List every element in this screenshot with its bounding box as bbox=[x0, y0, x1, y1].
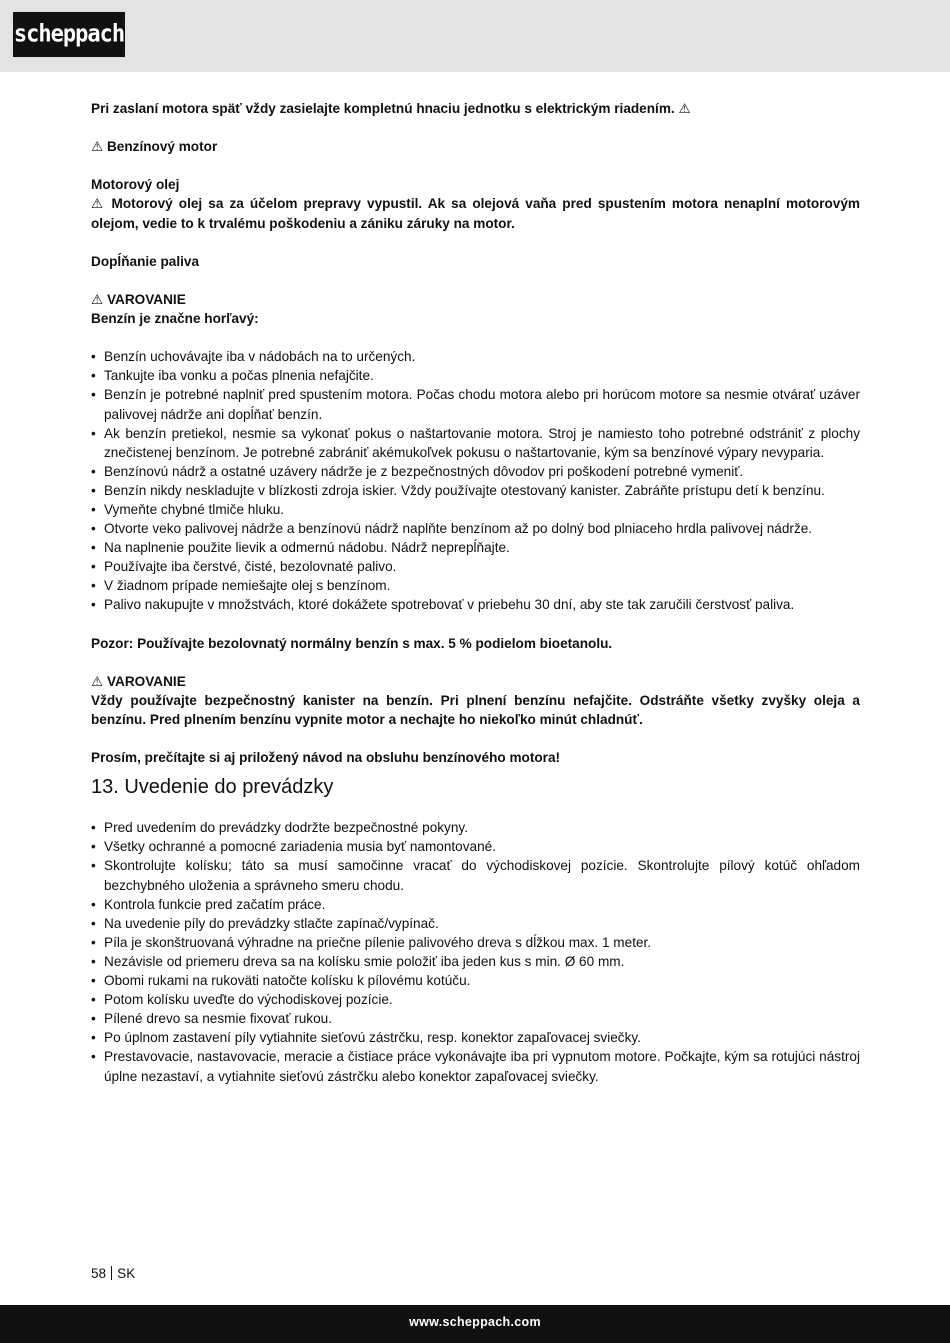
list-item bbox=[91, 856, 860, 894]
bullet-dot: • bbox=[91, 540, 96, 556]
list-item bbox=[91, 595, 860, 614]
list-item-text: Vymeňte chybné tlmiče hluku. bbox=[104, 501, 285, 517]
list-item bbox=[91, 538, 860, 557]
warning-subheading: Benzín je značne horľavý: bbox=[91, 311, 259, 327]
page-content bbox=[91, 99, 860, 1086]
intro-return-note: Pri zaslaní motora späť vždy zasielajte kompletnú hnaciu jednotku s elektrickým riadením. ⚠ bbox=[91, 101, 691, 116]
warning-text-2: Vždy používajte bezpečnostný kanister na benzín. Pri plnení benzínu nefajčite. Odstráňte všetky zvyšky oleja a benzínu. Pred plnením benzínu vypnite motor a nechajte ho niekoľko minút chladnúť. bbox=[91, 692, 860, 727]
list-item bbox=[91, 385, 860, 423]
list-item-text: Benzín nikdy neskladujte v blízkosti zdroja iskier. Vždy používajte otestovaný kanister. Zabráňte prístupu detí k benzínu. bbox=[104, 482, 825, 498]
list-item bbox=[91, 1028, 860, 1047]
list-item-text: Palivo nakupujte v množstvách, ktoré dokážete spotrebovať v priebehu 30 dní, aby ste tak zaručili čerstvosť paliva. bbox=[104, 597, 795, 613]
list-item bbox=[91, 424, 860, 462]
manual-note: Prosím, prečítajte si aj priložený návod na obsluhu benzínového motora! bbox=[91, 750, 561, 766]
list-item bbox=[91, 895, 860, 914]
list-item-text: Tankujte iba vonku a počas plnenia nefajčite. bbox=[104, 368, 374, 384]
bullet-dot: • bbox=[91, 839, 96, 855]
bullet-dot: • bbox=[91, 953, 96, 969]
bullet-dot: • bbox=[91, 1030, 96, 1046]
list-item-text: Ak benzín pretiekol, nesmie sa vykonať pokus o naštartovanie motora. Stroj je namiesto toho potrebné odstrániť z plochy znečistenej benzínom. Je potrebné zabrániť akémukoľvek pokusu o naštartovanie, kým sa benzínové výpary nevyparia. bbox=[104, 425, 860, 460]
footer-url: www.scheppach.com bbox=[409, 1315, 541, 1329]
list-item-text: Na uvedenie píly do prevádzky stlačte zapínač/vypínač. bbox=[104, 915, 439, 931]
list-item bbox=[91, 952, 860, 971]
list-item-text: Píla je skonštruovaná výhradne na priečne pílenie palivového dreva s dĺžkou max. 1 meter. bbox=[104, 934, 652, 950]
list-item-text: Na naplnenie použite lievik a odmernú nádobu. Nádrž neprepĺňajte. bbox=[104, 540, 510, 556]
bullet-dot: • bbox=[91, 387, 96, 403]
list-item bbox=[91, 1047, 860, 1085]
bullet-dot: • bbox=[91, 858, 96, 874]
list-item bbox=[91, 818, 860, 837]
engine-heading: ⚠ Benzínový motor bbox=[91, 139, 218, 155]
bullet-dot: • bbox=[91, 820, 96, 836]
footer-separator bbox=[111, 1266, 112, 1280]
bullet-dot: • bbox=[91, 973, 96, 989]
fuel-bullet-list bbox=[91, 347, 860, 614]
bullet-dot: • bbox=[91, 559, 96, 575]
bullet-dot: • bbox=[91, 992, 96, 1008]
section-title: 13. Uvedenie do prevádzky bbox=[91, 776, 334, 799]
bullet-dot: • bbox=[91, 597, 96, 613]
list-item bbox=[91, 462, 860, 481]
caution-note: Pozor: Používajte bezolovnatý normálny benzín s max. 5 % podielom bioetanolu. bbox=[91, 635, 613, 651]
page-number: 58 bbox=[91, 1266, 107, 1281]
list-item bbox=[91, 557, 860, 576]
list-item-text: Otvorte veko palivovej nádrže a benzínovú nádrž naplňte benzínom až po dolný bod plniaceho hrdla palivovej nádrže. bbox=[104, 521, 813, 537]
page-footer-info bbox=[91, 1265, 135, 1283]
list-item-text: Obomi rukami na rukoväti natočte kolísku k pílovému kotúču. bbox=[104, 973, 471, 989]
list-item-text: Všetky ochranné a pomocné zariadenia musia byť namontované. bbox=[104, 839, 496, 855]
list-item bbox=[91, 971, 860, 990]
bullet-dot: • bbox=[91, 896, 96, 912]
list-item bbox=[91, 914, 860, 933]
warning-heading-2: ⚠ VAROVANIE bbox=[91, 673, 186, 689]
list-item-text: Používajte iba čerstvé, čisté, bezolovnaté palivo. bbox=[104, 559, 397, 575]
list-item bbox=[91, 500, 860, 519]
list-item-text: Benzínovú nádrž a ostatné uzávery nádrže je z bezpečnostných dôvodov pri poškodení potrebné vymeniť. bbox=[104, 463, 744, 479]
list-item-text: Benzín uchovávajte iba v nádobách na to určených. bbox=[104, 349, 416, 365]
bullet-dot: • bbox=[91, 915, 96, 931]
list-item-text: Potom kolísku uveďte do východiskovej pozície. bbox=[104, 992, 393, 1008]
bullet-dot: • bbox=[91, 463, 96, 479]
bullet-dot: • bbox=[91, 1049, 96, 1065]
oil-text: ⚠ Motorový olej sa za účelom prepravy vypustil. Ak sa olejová vaňa pred spustením motora nenaplní motorovým olejom, vedie to k trvalému poškodeniu a zániku záruky na motor. bbox=[91, 196, 860, 231]
fuel-heading: Dopĺňanie paliva bbox=[91, 253, 200, 269]
warning-heading: ⚠ VAROVANIE bbox=[91, 291, 186, 307]
list-item-text: Kontrola funkcie pred začatím práce. bbox=[104, 896, 326, 912]
list-item bbox=[91, 990, 860, 1009]
list-item-text: V žiadnom prípade nemiešajte olej s benzínom. bbox=[104, 578, 391, 594]
startup-bullet-list bbox=[91, 818, 860, 1085]
bullet-dot: • bbox=[91, 349, 96, 365]
list-item bbox=[91, 576, 860, 595]
bullet-dot: • bbox=[91, 368, 96, 384]
list-item bbox=[91, 1009, 860, 1028]
list-item-text: Nezávisle od priemeru dreva sa na kolísku smie položiť iba jeden kus s min. Ø 60 mm. bbox=[104, 953, 625, 969]
bullet-dot: • bbox=[91, 1011, 96, 1027]
list-item bbox=[91, 933, 860, 952]
header-band bbox=[0, 0, 950, 72]
list-item-text: Skontrolujte kolísku; táto sa musí samočinne vracať do východiskovej pozície. Skontrolujte pílový kotúč ohľadom bezchybného uloženia a správneho smeru chodu. bbox=[104, 858, 860, 893]
list-item bbox=[91, 347, 860, 366]
bullet-dot: • bbox=[91, 482, 96, 498]
list-item bbox=[91, 519, 860, 538]
list-item-text: Prestavovacie, nastavovacie, meracie a čistiace práce vykonávajte iba pri vypnutom motore. Počkajte, kým sa rotujúci nástroj úplne nezastaví, a vytiahnite sieťovú zástrčku alebo konektor zapaľovacej sviečky. bbox=[104, 1049, 860, 1084]
bullet-dot: • bbox=[91, 578, 96, 594]
list-item bbox=[91, 481, 860, 500]
oil-heading: Motorový olej bbox=[91, 177, 180, 193]
bullet-dot: • bbox=[91, 425, 96, 441]
scheppach-logo: scheppach bbox=[13, 12, 125, 57]
list-item bbox=[91, 366, 860, 385]
language-code: SK bbox=[117, 1266, 136, 1281]
bullet-dot: • bbox=[91, 501, 96, 517]
list-item-text: Pred uvedením do prevádzky dodržte bezpečnostné pokyny. bbox=[104, 820, 468, 836]
list-item bbox=[91, 837, 860, 856]
list-item-text: Pílené drevo sa nesmie fixovať rukou. bbox=[104, 1011, 333, 1027]
list-item-text: Benzín je potrebné naplniť pred spustením motora. Počas chodu motora alebo pri horúcom motore sa nesmie otvárať uzáver palivovej nádrže ani dopĺňať benzín. bbox=[104, 387, 860, 422]
list-item-text: Po úplnom zastavení píly vytiahnite sieťovú zástrčku, resp. konektor zapaľovacej sviečky. bbox=[104, 1030, 641, 1046]
bullet-dot: • bbox=[91, 521, 96, 537]
bullet-dot: • bbox=[91, 934, 96, 950]
